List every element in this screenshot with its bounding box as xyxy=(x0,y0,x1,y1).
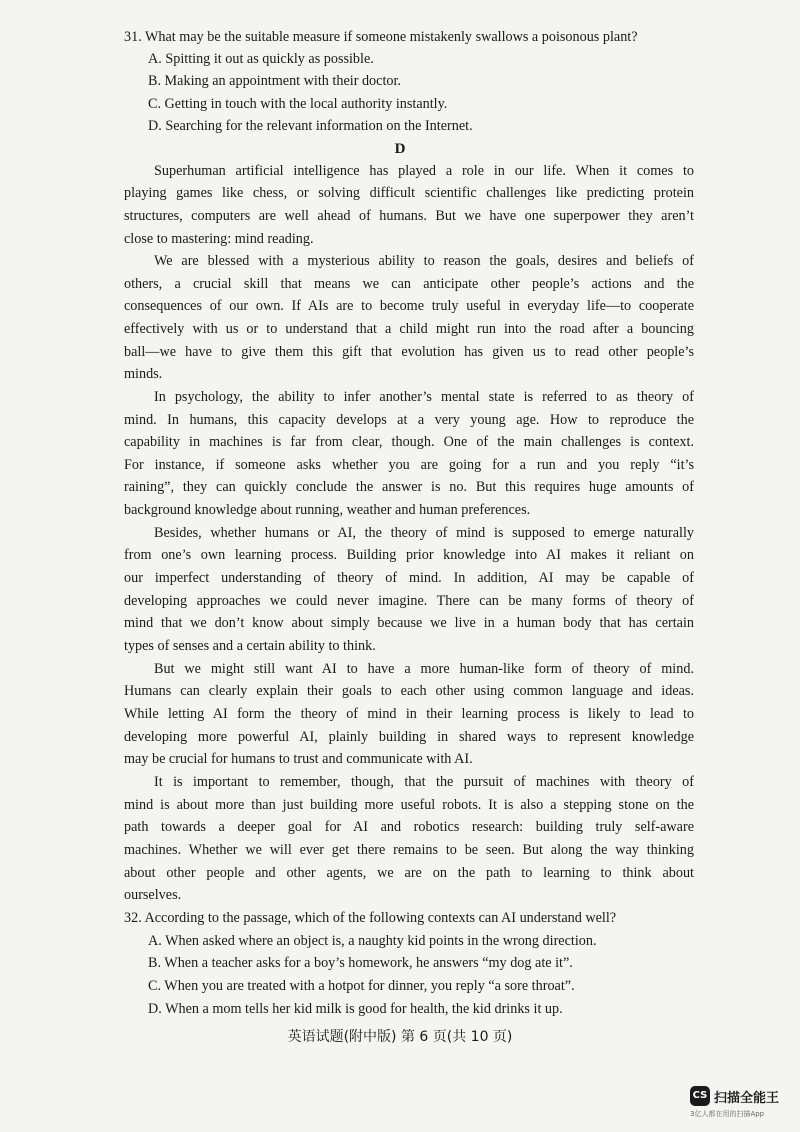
passage-line: background knowledge about running, weather and human preferences. xyxy=(124,502,531,518)
passage-line: minds. xyxy=(124,366,163,382)
scanner-watermark xyxy=(690,1086,790,1122)
passage-line: While letting AI form the theory of mind in their learning process is likely to lead to xyxy=(124,706,694,722)
passage-line: consequences of our own. If AIs are to become truly useful in everyday life—to cooperate xyxy=(124,298,694,314)
passage-line: We are blessed with a mysterious ability to reason the goals, desires and beliefs of xyxy=(154,253,694,269)
passage-line: ball—we have to give them this gift that evolution has given us to read other people’s xyxy=(124,344,694,360)
question-32-option-b: B. When a teacher asks for a boy’s homework, he answers “my dog ate it”. xyxy=(148,955,573,971)
camscanner-logo-icon: CS xyxy=(690,1086,710,1106)
passage-line: But we might still want AI to have a more human-like form of theory of mind. xyxy=(154,661,694,677)
question-31-option-b: B. Making an appointment with their doctor. xyxy=(148,73,401,89)
passage-line: mind that we don’t know about simply because we live in a human body that has certain xyxy=(124,615,694,631)
passage-line: It is important to remember, though, that the pursuit of machines with theory of xyxy=(154,774,694,790)
passage-line: machines. Whether we will ever get there remains to be seen. But along the way thinking xyxy=(124,842,694,858)
passage-line: playing games like chess, or solving difficult scientific challenges like predicting protein xyxy=(124,185,694,201)
passage-line: types of senses and a certain ability to think. xyxy=(124,638,376,654)
passage-line: Humans can clearly explain their goals to each other using common language and ideas. xyxy=(124,683,694,699)
question-32-stem: 32. According to the passage, which of the following contexts can AI understand well? xyxy=(124,910,617,926)
passage-line: structures, computers are well ahead of humans. But we have one superpower they aren’t xyxy=(124,208,694,224)
question-32-option-a: A. When asked where an object is, a naughty kid points in the wrong direction. xyxy=(148,933,597,949)
passage-line: capability in machines is far from clear, though. One of the main challenges is context. xyxy=(124,434,694,450)
passage-line: raining”, they can quickly conclude the answer is no. But this requires huge amounts of xyxy=(124,479,694,495)
section-heading: D xyxy=(394,141,406,157)
passage-line: ourselves. xyxy=(124,887,182,903)
passage-line: about other people and other agents, we are on the path to learning to think about xyxy=(124,865,694,881)
passage-line: mind is about more than just building more useful robots. It is also a stepping stone on the xyxy=(124,797,694,813)
watermark-title: 扫描全能王 xyxy=(714,1091,780,1106)
question-31-option-d: D. Searching for the relevant information on the Internet. xyxy=(148,118,473,134)
passage-line: effectively with us or to understand that a child might run into the road after a bouncing xyxy=(124,321,694,337)
question-32-option-d: D. When a mom tells her kid milk is good for health, the kid drinks it up. xyxy=(148,1001,563,1017)
page-footer: 英语试题(附中版) 第 6 页(共 10 页) xyxy=(287,1029,513,1045)
passage-line: developing more powerful AI, plainly building in shared ways to represent knowledge xyxy=(124,729,694,745)
passage-line: In psychology, the ability to infer another’s mental state is referred to as theory of xyxy=(154,389,694,405)
question-32-option-c: C. When you are treated with a hotpot for dinner, you reply “a sore throat”. xyxy=(148,978,575,994)
passage-line: from one’s own learning process. Building prior knowledge into AI makes it reliant on xyxy=(124,547,694,563)
passage-line: Besides, whether humans or AI, the theory of mind is supposed to emerge naturally xyxy=(154,525,694,541)
watermark-subtitle: 3亿人都在用的扫描App xyxy=(690,1110,765,1118)
passage-line: path towards a deeper goal for AI and robotics research: building truly self-aware xyxy=(124,819,694,835)
passage-line: For instance, if someone asks whether you are going for a run and you reply “it’s xyxy=(124,457,694,473)
passage-line: Superhuman artificial intelligence has played a role in our life. When it comes to xyxy=(154,163,694,179)
question-31-option-c: C. Getting in touch with the local authority instantly. xyxy=(148,96,448,112)
passage-line: developing approaches we could never imagine. There can be many forms of theory of xyxy=(124,593,694,609)
question-31-option-a: A. Spitting it out as quickly as possible. xyxy=(148,51,374,67)
passage-line: others, a crucial skill that means we can anticipate other people’s actions and the xyxy=(124,276,694,292)
question-31-stem: 31. What may be the suitable measure if someone mistakenly swallows a poisonous plant? xyxy=(124,29,638,45)
passage-line: close to mastering: mind reading. xyxy=(124,231,314,247)
passage-line: our imperfect understanding of theory of mind. In addition, AI may be capable of xyxy=(124,570,694,586)
passage-line: mind. In humans, this capacity develops at a very young age. How to reproduce the xyxy=(124,412,694,428)
passage-line: may be crucial for humans to trust and communicate with AI. xyxy=(124,751,473,767)
